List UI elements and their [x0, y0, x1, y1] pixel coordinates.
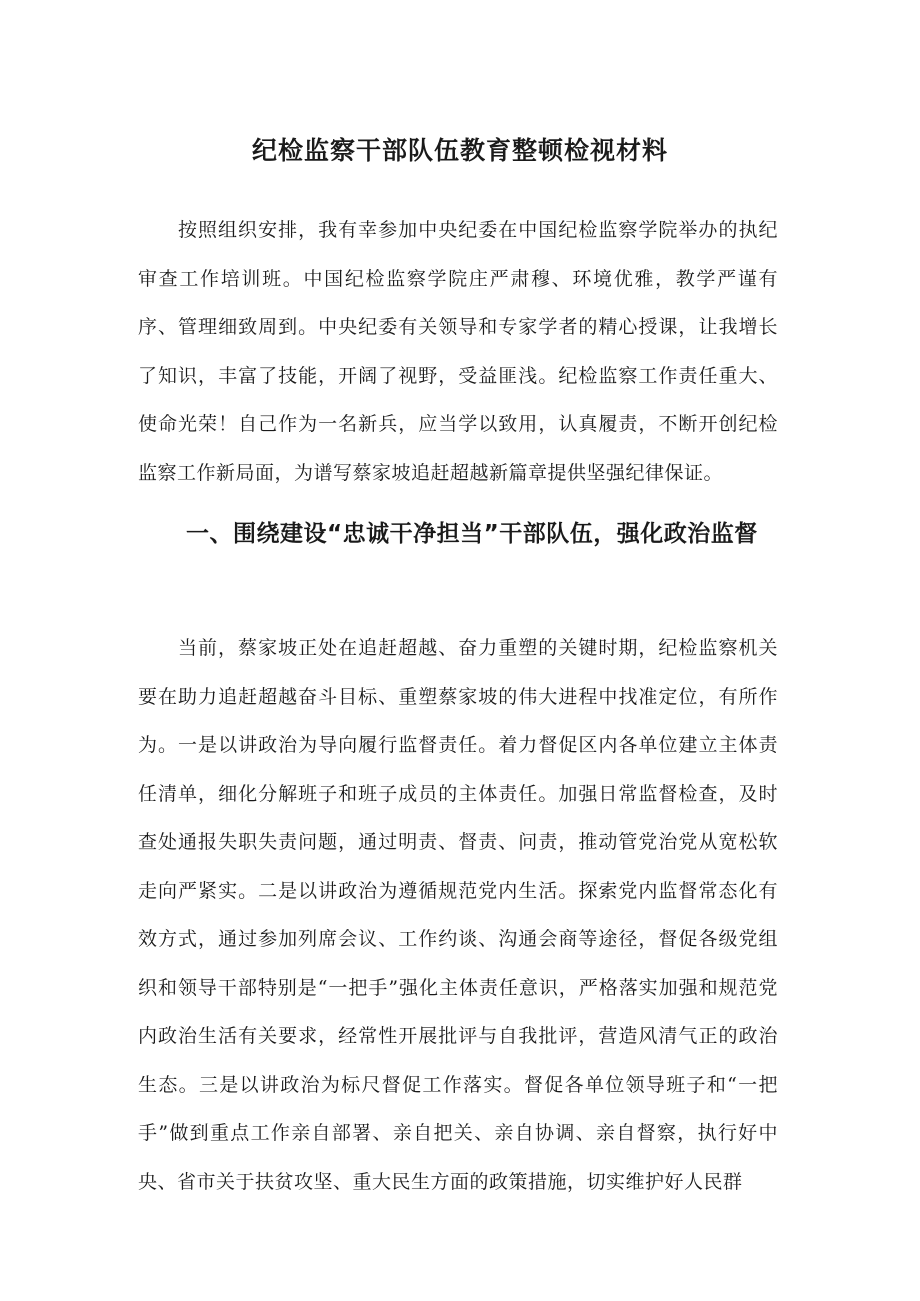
section-heading: 一、围绕建设“忠诚干净担当”干部队伍，强化政治监督: [186, 521, 758, 547]
section-body-paragraph: 当前，蔡家坡正处在追赶超越、奋力重塑的关键时期，纪检监察机关要在助力追赶超越奋斗目标、重塑蔡家坡的伟大进程中找准定位，有所作为。一是以讲政治为导向履行监督责任。着力督促区内各单位建立主体责任清单，细化分解班子和班子成员的主体责任。加强日常监督检查，及时查处通报失职失责问题，通过明责、督责、问责，推动管党治党从宽松软走向严紧实。二是以讲政治为遵循规范党内生活。探索党内监督常态化有效方式，通过参加列席会议、工作约谈、沟通会商等途径，督促各级党组织和领导干部特别是“一把手”强化主体责任意识，严格落实加强和规范党内政治生活有关要求，经常性开展批评与自我批评，营造风清气正的政治生态。三是以讲政治为标尺督促工作落实。督促各单位领导班子和“一把手”做到重点工作亲自部署、亲自把关、亲自协调、亲自督察，执行好中央、省市关于扶贫攻坚、重大民生方面的政策措施，切实维护好人民群: [138, 637, 778, 1193]
document-title: 纪检监察干部队伍教育整顿检视材料: [251, 136, 668, 165]
intro-paragraph: 按照组织安排，我有幸参加中央纪委在中国纪检监察学院举办的执纪审查工作培训班。中国纪检监察学院庄严肃穆、环境优雅，教学严谨有序、管理细致周到。中央纪委有关领导和专家学者的精心授课，让我增长了知识，丰富了技能，开阔了视野，受益匪浅。纪检监察工作责任重大、使命光荣！自己作为一名新兵，应当学以致用，认真履责，不断开创纪检监察工作新局面，为谱写蔡家坡追赶超越新篇章提供坚强纪律保证。: [138, 219, 778, 484]
